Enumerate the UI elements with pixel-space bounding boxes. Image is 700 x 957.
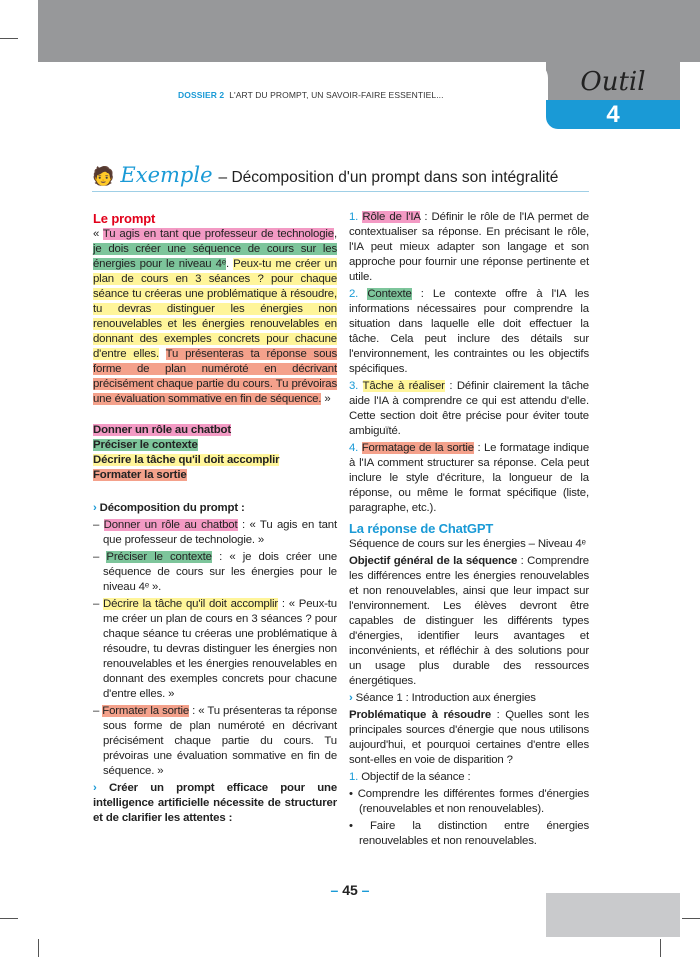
bullet-item: • Comprendre les différentes formes d'énergies (renouvelables et non renouvelables).	[349, 788, 589, 815]
running-title: L'ART DU PROMPT, UN SAVOIR-FAIRE ESSENTIEL...	[229, 90, 444, 100]
response-heading: La réponse de ChatGPT	[349, 521, 494, 536]
item-label: Rôle de l'IA	[362, 211, 421, 223]
list-item: – Formater la sortie : « Tu présenteras ta réponse sous forme de plan numéroté en décrivant précisément chaque partie du cours. Tu prévoiras une évaluation sommative en fin de séquence. »	[93, 705, 338, 777]
response-subtitle: Séquence de cours sur les énergies – Niveau 4ᵉ	[349, 538, 586, 550]
seance-objective-label: Objectif de la séance :	[361, 771, 471, 783]
decomposition-heading: Décomposition du prompt :	[99, 502, 245, 514]
prompt-format: Tu présenteras ta réponse sous forme de plan numéroté en décrivant précisément chaque partie du cours. Tu prévoiras une évaluation sommative en fin de séquence.	[93, 348, 338, 405]
item-number: 3.	[349, 380, 359, 392]
item-text: : « je dois créer une séquence de cours sur les énergies pour le niveau 4ᵉ ».	[103, 551, 338, 593]
item-text: : « Tu présenteras ta réponse sous forme de plan numéroté en décrivant précisément chaque partie du cours. Tu prévoiras une évaluation sommative en fin de séquence. »	[103, 705, 338, 777]
objective-label: Objectif général de la séquence	[349, 555, 518, 567]
crop-mark	[0, 918, 18, 919]
header-bar	[38, 0, 700, 62]
section-title	[92, 163, 589, 192]
bullet-item: • Faire la distinction entre énergies renouvelables et non renouvelables.	[349, 820, 589, 847]
chevron-icon: ›	[93, 502, 97, 514]
problem-text: : Quelles sont les principales sources d'énergie que nous utilisons aujourd'hui, et pourquoi certaines d'entre elles sont-elles en voie de disparition ?	[349, 709, 589, 766]
prompt-role: Tu agis en tant que professeur de technologie	[102, 228, 334, 240]
item-number: 1.	[349, 211, 359, 223]
legend	[93, 423, 337, 483]
item-label: Formatage de la sortie	[361, 442, 474, 454]
item-text: : « Peux-tu me créer un plan de cours en 3 séances ? pour chaque séance tu créeras une problématique à résoudre, tu devras distinguer les énergies non renouvelables et les énergies renouvelables en donnant des exemples concrets pour chacune d'entre elles. »	[103, 598, 337, 700]
item-text: : Le contexte offre à l'IA les informations nécessaires pour comprendre la situation dans laquelle elle doit effectuer la tâche. Cela peut inclure des détails sur l'environnement, les contraintes ou les objectifs spécifiques.	[349, 288, 590, 375]
item-label: Préciser le contexte	[106, 551, 212, 563]
outil-number: 4	[606, 101, 620, 128]
legend-role: Donner un rôle au chatbot	[93, 424, 232, 436]
item-text: : Le formatage indique à l'IA comment structurer sa réponse. Cela peut inclure le style d'écriture, la longueur de la réponse, ou même le format spécifique (liste, paragraphe, etc.).	[349, 442, 590, 514]
crop-mark	[682, 918, 700, 919]
bullet-text: Comprendre les différentes formes d'énergies (renouvelables et non renouvelables).	[357, 788, 589, 815]
item-number: 1.	[349, 771, 359, 783]
prompt-text	[93, 227, 337, 407]
sep	[159, 348, 166, 360]
item-label: Tâche à réaliser	[362, 380, 445, 392]
quote-close: »	[321, 393, 331, 405]
legend-context: Préciser le contexte	[93, 439, 198, 451]
item-text: : « Tu agis en tant que professeur de technologie. »	[103, 519, 338, 546]
exemple-label: Exemple	[120, 163, 213, 187]
item-label: Décrire la tâche qu'il doit accomplir	[103, 598, 278, 610]
page-title: – Décomposition d'un prompt dans son intégralité	[218, 169, 559, 186]
dash: –	[361, 882, 370, 898]
item-label: Formater la sortie	[102, 705, 190, 717]
conclusion: Créer un prompt efficace pour une intelligence artificielle nécessite de structurer et de clarifier les attentes :	[93, 782, 338, 824]
list-item: – Donner un rôle au chatbot : « Tu agis en tant que professeur de technologie. »	[93, 519, 338, 546]
dash: –	[330, 882, 339, 898]
element-item	[349, 441, 589, 516]
sep: .	[225, 258, 234, 270]
quote-open: «	[93, 228, 103, 240]
teacher-board-icon: 🧑	[92, 166, 115, 186]
prompt-context: je dois créer une séquence de cours sur les énergies pour le niveau 4ᵉ	[93, 243, 337, 270]
list-item: – Préciser le contexte : « je dois créer une séquence de cours sur les énergies pour le niveau 4ᵉ ».	[93, 551, 338, 593]
legend-task: Décrire la tâche qu'il doit accomplir	[93, 454, 280, 466]
prompt-task: Peux-tu me créer un plan de cours en 3 séances ? pour chaque séance tu créeras une problématique à résoudre, tu devras distinguer les énergies non renouvelables et les énergies renouvelables en donnant des exemples concrets pour chacune d'entre elles.	[93, 258, 337, 360]
objective-text: : Comprendre les différences entre les énergies renouvelables et non renouvelables, ainsi que leur impact sur l'environnement. Les élèves devront être capables de distinguer les différents types d'énergies, identifier leurs avantages et inconvénients, et réfléchir à des solutions pour un usage plus durable des ressources énergétiques.	[349, 555, 589, 687]
running-header	[178, 90, 444, 101]
element-item	[349, 210, 589, 285]
list-item: – Décrire la tâche qu'il doit accomplir : « Peux-tu me créer un plan de cours en 3 séances ? pour chaque séance tu créeras une problématique à résoudre, tu devras distinguer les énergies non renouvelables et les énergies renouvelables en donnant des exemples concrets pour chacune d'entre elles. »	[93, 598, 337, 700]
crop-mark	[0, 38, 18, 39]
footer-tab	[546, 893, 680, 937]
bullet-text: Faire la distinction entre énergies renouvelables et non renouvelables.	[359, 820, 589, 847]
legend-format: Formater la sortie	[93, 469, 187, 481]
element-item	[349, 379, 589, 439]
right-column	[349, 210, 589, 851]
dossier-label: DOSSIER 2	[178, 90, 225, 100]
chevron-icon: ›	[93, 782, 97, 794]
item-text: : Définir le rôle de l'IA permet de contextualiser sa réponse. En précisant le rôle, l'IA peut mieux adapter son langage et son approche pour fournir une réponse pertinente et utile.	[349, 211, 589, 283]
chevron-icon: ›	[349, 692, 353, 704]
item-number: 4.	[349, 442, 359, 454]
seance-heading: Séance 1 : Introduction aux énergies	[355, 692, 536, 704]
prompt-heading: Le prompt	[93, 211, 156, 226]
item-number: 2.	[349, 288, 359, 300]
left-column	[93, 210, 337, 828]
crop-mark	[660, 939, 661, 957]
item-label: Contexte	[367, 288, 412, 300]
outil-label: Outil	[580, 67, 646, 97]
page-number-value: 45	[342, 882, 358, 898]
item-text: : Définir clairement la tâche aide l'IA à comprendre ce qui est attendu d'elle. Cette section doit être précise pour éviter toute ambiguïté.	[349, 380, 589, 437]
crop-mark	[38, 939, 39, 957]
element-item	[349, 287, 589, 377]
item-label: Donner un rôle au chatbot	[103, 519, 238, 531]
problem-label: Problématique à résoudre	[349, 709, 492, 721]
sep: ,	[333, 228, 337, 240]
